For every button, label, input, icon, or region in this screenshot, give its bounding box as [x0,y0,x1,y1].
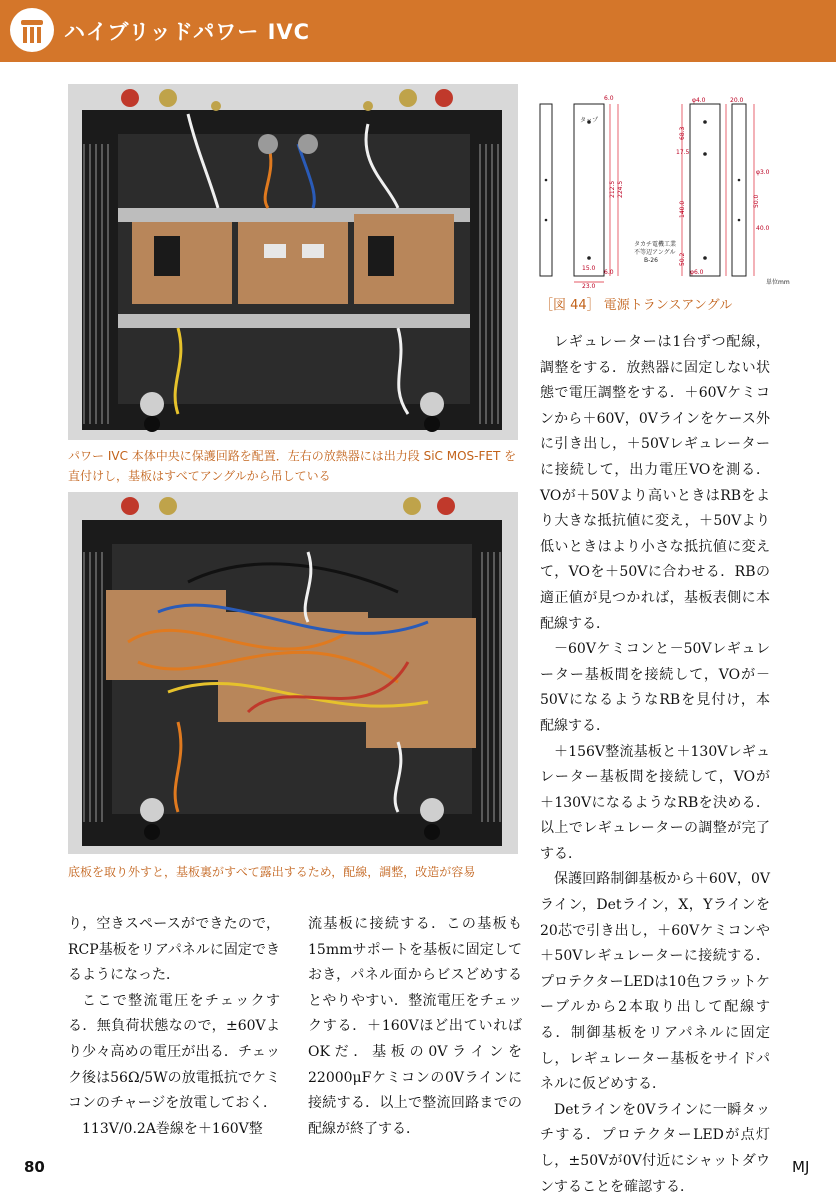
dim-3: 224.5 [617,180,624,198]
paragraph: レギュレーターは1台ずつ配線，調整をする．放熱器に固定しない状態で電圧調整をする．＋60Vケミコンから＋60V，0Vラインをケース外に引き出し，＋50Vレギュレーターに接続して，出力電圧VOを測る．VOが＋50Vより高いときはRBをより大きな抵抗値に変え，＋50Vより低いときはより小さな抵抗値に変えて，VOを＋50Vに合わせる．RBの適正値が見つかれば，基板表側に本配線する． [540,334,770,632]
dim-13: φ3.0 [756,169,770,176]
figure-44-caption: ［図 44］ 電源トランスアングル [540,298,733,313]
paragraph: －60Vケミコンと－50Vレギュレーター基板間を接続して，VOが－50VになるようなRBを見付け，本配線する． [540,641,770,734]
dim-16: φ6.0 [690,269,704,276]
paragraph: ＋156V整流基板と＋130Vレギュレーター基板間を接続して，VOが＋130VになるようなRBを決める．以上でレギュレーターの調整が完了する． [540,743,770,862]
transformer-angle-drawing [530,88,810,288]
paragraph: ここで整流電圧をチェックする．無負荷状態なので，±60Vより少々高めの電圧が出る．チェック後は56Ω/5Wの放電抵抗でケミコンのチャージを放電しておく． [68,992,280,1112]
middle-column [308,912,522,1142]
dim-6: 15.0 [582,265,596,272]
photo-2-caption: 底板を取り外すと，基板裏がすべて露出するため，配線，調整，改造が容易 [68,865,476,879]
model-label: B-26 [644,257,658,264]
maker-label: タカチ電機工業 [634,241,677,248]
angle-label: 不等辺アングル [634,249,676,256]
dim-10: 140.0 [679,200,686,218]
dim-12: 20.0 [730,97,744,104]
left-column [68,912,280,1142]
chapter-header [0,0,836,62]
dim-2: 212.5 [609,180,616,198]
tap-label: タップ [580,117,599,124]
dim-1: 6.0 [604,95,614,102]
magazine-name: MJ [792,1158,810,1176]
dim-8: 68.3 [679,126,686,140]
dim-9: 17.5 [676,149,690,156]
dim-5: 23.0 [582,283,596,288]
dim-11: 50.2 [679,252,686,266]
paragraph: り，空きスペースができたので，RCP基板をリアパネルに固定できるようになった． [68,916,280,984]
right-column [540,330,770,1200]
paragraph: Detラインを0Vラインに一瞬タッチする．プロテクターLEDが点灯し，±50Vが0V付近にシャットダウンすることを確認する． [540,1101,770,1195]
dim-15: 40.0 [756,225,770,232]
paragraph: 113V/0.2A巻線を＋160V整 [82,1120,263,1137]
amplifier-photo-2 [68,492,518,854]
chapter-title: ハイブリッドパワー IVC [64,20,311,44]
paragraph: 保護回路制御基板から＋60V，0Vライン，Detライン，X，Yラインを20芯で引き出し，＋60Vケミコンや＋50Vレギュレーターに接続する．プロテクターLEDは10色フラットケーブルから2本取り出して配線する．制御基板をリアパネルに固定し，レギュレーター基板をサイドパネルに仮どめする． [540,871,770,1093]
vacuum-tube-icon [10,8,54,52]
photo-1-caption: パワー IVC 本体中央に保護回路を配置．左右の放熱器には出力段 SiC MOS-FET を直付けし，基板はすべてアングルから吊している [68,449,517,483]
amplifier-photo-1 [68,84,518,440]
paragraph: 流基板に接続する．この基板も15mmサポートを基板に固定しておき，パネル面からビスどめするとやりやすい．整流電圧をチェックする．＋160Vほど出ていればOKだ．基板の0Vラインを22000μFケミコンの0Vラインに接続する．以上で整流回路までの配線が終了する． [308,916,522,1137]
dim-7: φ4.0 [692,97,706,104]
unit-label: 単位mm [766,279,790,286]
dim-14: 50.0 [753,194,760,208]
dim-4: 6.0 [604,269,614,276]
page-number: 80 [24,1158,45,1176]
